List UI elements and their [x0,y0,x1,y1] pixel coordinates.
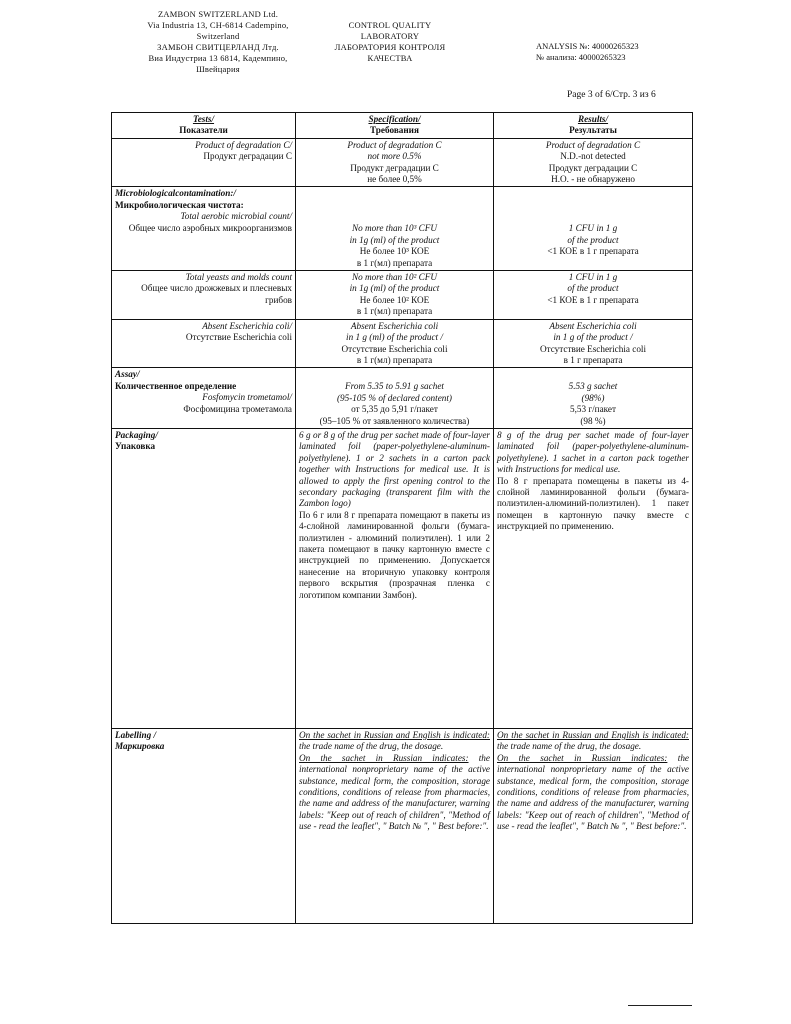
cell-line: Отсутствие Escherichia coli [539,343,647,354]
cell-line: in 1g (ml) of the product [349,234,440,245]
degradation-spec [296,138,494,187]
cell-line: <1 КОЕ в 1 г препарата [547,246,639,257]
cell-line: in 1g (ml) of the product [349,283,440,294]
assay-title-ru: Количественное определение [115,380,237,391]
table-row [112,319,693,368]
micro-title-ru: Микробиологическая чистота: [115,199,244,210]
cell-line: Продукт деградации С [350,162,439,173]
cell-line: Product of degradation C [545,139,641,150]
cell-line: в 1 г препарата [563,354,623,365]
aerobic-test-label [115,211,292,234]
cell-line: в 1 г(мл) препарата [356,257,433,268]
labelling-title-ru: Маркировка [115,741,165,752]
assay-result [494,368,693,429]
cell-line: 5.53 g sachet [568,381,618,392]
cell-line: от 5,35 до 5,91 г/пакет [351,404,438,415]
cell-line: in 1 g of the product / [553,332,633,343]
cell-line: (98%) [581,392,605,403]
cell-line: 1 CFU in 1 g [568,223,618,234]
yeast-test [112,271,296,320]
labelling-spec-t1: the trade name of the drug, the dosage. [299,741,444,752]
table-row [112,368,693,429]
cell-line: Продукт деградации С [203,151,292,162]
cell-line: No more than 10² CFU [351,272,438,283]
cell-line: в 1 г(мл) препарата [356,306,433,317]
cell-line: Total yeasts and molds count [185,272,292,283]
cell-line: (98 %) [580,415,606,426]
cell-line: Не более 10² КОЕ [359,294,430,305]
degradation-test [112,138,296,187]
cell-line: From 5.35 to 5.91 g sachet [345,381,444,392]
ecoli-result [494,319,693,368]
cell-line: Швейцария [196,64,240,74]
cell-line: Via Industria 13, CH-6814 Cadempino, [147,20,289,30]
cell-line: Отсутствие Escherichia coli [341,343,448,354]
assay-spec [296,368,494,429]
cell-line: Product of degradation C [347,139,442,150]
cell-line: 5,53 г/пакет [569,404,617,415]
cell-line: ЗАМБОН СВИТЦЕРЛАНД Лтд. [157,42,279,52]
table-row [112,428,693,728]
labelling-test [112,728,296,923]
table-header-row [112,113,693,139]
cell-line: Absent Escherichia coli [549,320,637,331]
cell-line: Фосфомицина трометамола [183,403,292,414]
labelling-result [494,728,693,923]
assay-test-label [115,392,292,415]
cell-line: CONTROL QUALITY [348,20,432,30]
cell-line: Продукт деградации С [548,162,638,173]
cell-line: Product of degradation C/ [195,139,292,150]
table-row [112,138,693,187]
company-info [128,9,308,75]
labelling-result-u2: On the sachet in Russian indicates: [497,752,668,763]
lab-info [330,20,450,64]
cell-line: Switzerland [196,31,240,41]
cell-line: ZAMBON SWITZERLAND Ltd. [157,9,279,19]
packaging-title-ru: Упаковка [115,441,156,452]
results-table [111,112,693,924]
cell-line: КАЧЕСТВА [367,53,413,63]
assay-test [112,368,296,429]
cell-line: <1 КОЕ в 1 г препарата [547,294,639,305]
yeast-result [494,271,693,320]
cell-line: Не более 10³ КОЕ [359,246,430,257]
packaging-spec [296,428,494,728]
cell-line: LABORATORY [360,31,420,41]
cell-line: (95-105 % of declared content) [337,392,452,403]
packaging-result [494,428,693,728]
signature-line [628,1005,692,1006]
cell-line: not more 0.5% [367,151,422,162]
aerobic-test [112,187,296,271]
degradation-result [494,138,693,187]
table-row [112,187,693,271]
cell-line: Absent Escherichia coli [350,320,439,331]
aerobic-spec [296,187,494,271]
packaging-spec-ru: По 6 г или 8 г препарата помещают в пакеты из 4-слойной ламинированной фольги (бумага-полиэтилен - алюминий полиэтилен). 1 или 2 пакета помещают в пачку картонную вместе с инструкцией по применению. Допускается нанесение на вторичную упаковку контроля первого вскрытия (прозрачная пленка с логотипом компании Замбон). [299,509,490,600]
cell-line: Н.О. - не обнаружено [551,174,635,185]
labelling-result-t2: the international nonproprietary name of the active substance, medical form, the composition, storage conditions, conditions of release from pharmacies, the name and address of the manufacturer, warning labels: "Keep out of reach of children", "Method of use - read the leaflet", " Batch № ", " Best before:". [497,752,689,832]
cell-line: ЛАБОРАТОРИЯ КОНТРОЛЯ [334,42,446,52]
ecoli-spec [296,319,494,368]
labelling-result-t1: the trade name of the drug, the dosage. [497,741,642,752]
analysis-number [536,41,639,63]
packaging-test [112,428,296,728]
page-number: Page 3 of 6/Стр. 3 из 6 [567,90,656,100]
labelling-spec-u1: On the sachet in Russian and English is indicated: [299,729,490,740]
yeast-spec [296,271,494,320]
packaging-title: Packaging/ [115,429,158,440]
cell-line: in 1 g (ml) of the product / [346,332,443,343]
packaging-result-en: 8 g of the drug per sachet made of four-layer laminated foil (paper-polyethylene-aluminum-polyethylene). 1 sachet in a carton pack together with Instructions for medical use. [497,429,689,475]
cell-line: 1 CFU in 1 g [568,272,618,283]
col-header-results: Results/ Результаты [494,113,693,139]
labelling-result-u1: On the sachet in Russian and English is indicated: [497,729,689,740]
cell-line: ANALYSIS №: 40000265323 [536,41,639,51]
cell-line: Общее число дрожжевых и плесневых грибов [141,283,292,305]
col-header-tests: Tests/ Показатели [112,113,296,139]
cell-line: в 1 г(мл) препарата [356,354,433,365]
cell-line: Общее число аэробных микроорганизмов [128,222,292,233]
cell-line: Absent Escherichia coli/ [202,320,292,331]
table-row [112,728,693,923]
packaging-spec-en: 6 g or 8 g of the drug per sachet made of four-layer laminated foil (paper-polyethylene-aluminum-polyethylene). 1 or 2 sachets in a carton pack together with Instructions for medical use. It is allowed to apply the first opening control to the secondary packaging (transparent film with the Zambon logo) [299,429,490,509]
labelling-title: Labelling / [115,729,157,740]
col-header-specification: Specification/ Требования [296,113,494,139]
packaging-result-ru: По 8 г препарата помещены в пакеты из 4-слойной ламинированной фольги (бумага-полиэтилен-алюминий-полиэтилен). 1 пакет помещен в картонную пачку вместе с инструкцией по применению. [497,475,689,532]
assay-title: Assay/ [115,369,140,380]
cell-line: не более 0,5% [367,174,422,185]
cell-line: Отсутствие Escherichia coli [185,332,292,343]
cell-line: Виа Индустриа 13 6814, Кадемпино, [148,53,288,63]
ecoli-test [112,319,296,368]
cell-line: (95–105 % от заявленного количества) [319,415,470,426]
labelling-spec-u2: On the sachet in Russian indicates: [299,752,469,763]
table-row [112,271,693,320]
cell-line: Fosfomycin trometamol/ [202,392,292,403]
labelling-spec [296,728,494,923]
cell-line: Total aerobic microbial count/ [180,211,292,222]
cell-line: № анализа: 40000265323 [536,52,626,62]
labelling-spec-t2: the international nonproprietary name of the active substance, medical form, the composition, storage conditions, conditions of release from pharmacies, the name and address of the manufacturer, warning labels: "Keep out of reach of children", "Method of use - read the leaflet", " Batch № ", " Best before:". [299,752,490,832]
cell-line: of the product [567,234,619,245]
aerobic-result [494,187,693,271]
cell-line: No more than 10³ CFU [351,223,438,234]
cell-line: N.D.-not detected [560,151,626,162]
cell-line: of the product [567,283,619,294]
micro-title: Microbiologicalcontamination:/ [115,188,236,199]
